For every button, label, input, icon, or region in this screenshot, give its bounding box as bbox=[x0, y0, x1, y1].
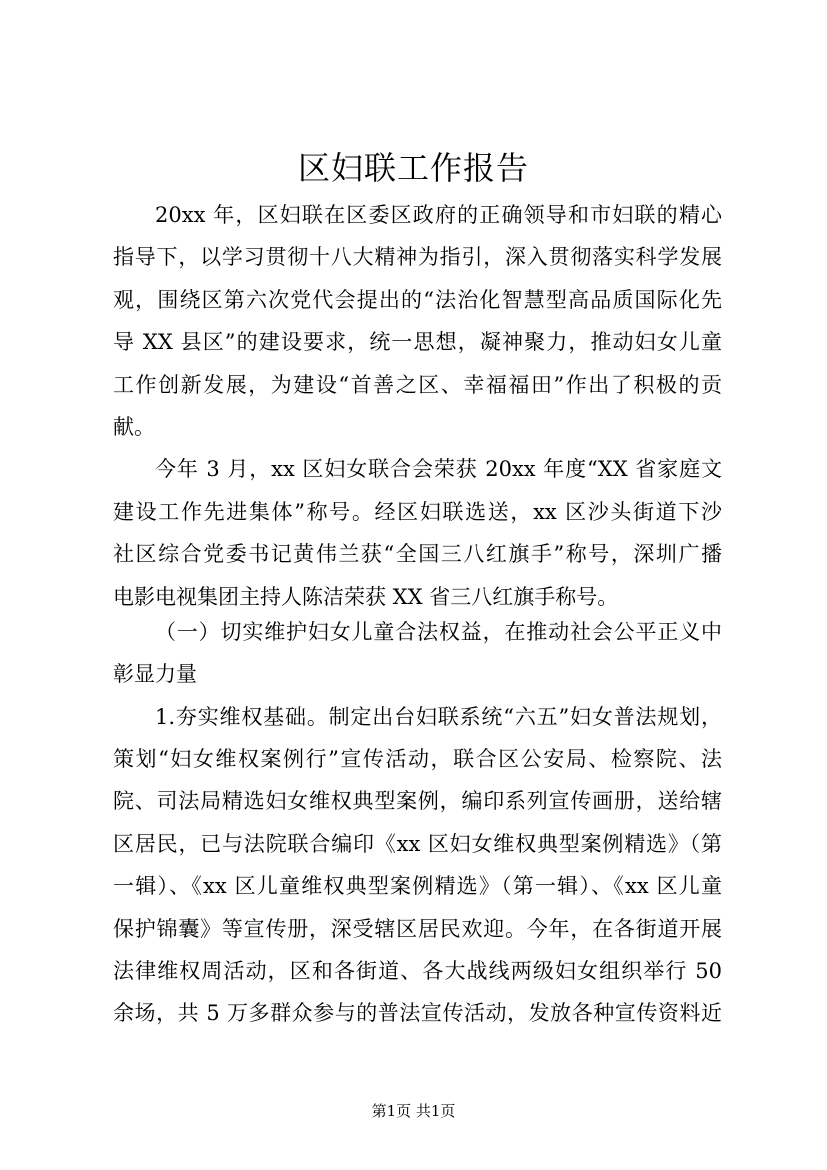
text-line: 工作创新发展，为建设“首善之区、幸福福田”作出了积极的贡 bbox=[113, 372, 722, 397]
text-line: 观，围绕区第六次党代会提出的“法治化智慧型高品质国际化先 bbox=[113, 287, 722, 312]
text-line: 法律维权周活动，区和各街道、各大战线两级妇女组织举行 50 bbox=[113, 959, 722, 984]
text-line: 保护锦囊》等宣传册，深受辖区居民欢迎。今年，在各街道开展 bbox=[113, 916, 722, 941]
text-line: 策划“妇女维权案例行”宣传活动，联合区公安局、检察院、法 bbox=[113, 747, 722, 772]
text-line: 彰显力量 bbox=[113, 662, 197, 687]
document-body bbox=[113, 194, 722, 1035]
text-line: 1.夯实维权基础。制定出台妇联系统“六五”妇女普法规划， bbox=[155, 704, 722, 729]
paragraph bbox=[113, 194, 722, 448]
text-line: 20xx 年，区妇联在区委区政府的正确领导和市妇联的精心 bbox=[155, 203, 722, 227]
text-line: 社区综合党委书记黄伟兰获“全国三八红旗手”称号，深圳广播 bbox=[113, 542, 722, 567]
document-title: 区妇联工作报告 bbox=[297, 149, 529, 187]
text-line: 指导下，以学习贯彻十八大精神为指引，深入贯彻落实科学发展 bbox=[113, 245, 722, 270]
page-number-footer: 第1页 共1页 bbox=[371, 1102, 456, 1120]
text-line: 建设工作先进集体”称号。经区妇联选送，xx 区沙头街道下沙 bbox=[113, 499, 722, 524]
text-line: 余场，共 5 万多群众参与的普法宣传活动，发放各种宣传资料近 bbox=[113, 1001, 722, 1026]
text-line: （一）切实维护妇女儿童合法权益，在推动社会公平正义中 bbox=[155, 619, 722, 644]
text-line: 今年 3 月，xx 区妇女联合会荣获 20xx 年度“XX 省家庭文 bbox=[155, 457, 722, 482]
text-line: 献。 bbox=[113, 414, 155, 439]
paragraph bbox=[113, 448, 722, 618]
text-line: 导 XX 县区”的建设要求，统一思想，凝神聚力，推动妇女儿童 bbox=[113, 330, 722, 355]
paragraph bbox=[113, 696, 722, 1035]
section-heading bbox=[113, 611, 722, 696]
text-line: 一辑）、《xx 区儿童维权典型案例精选》（第一辑）、《xx 区儿童 bbox=[113, 874, 722, 899]
text-line: 电影电视集团主持人陈洁荣获 XX 省三八红旗手称号。 bbox=[113, 584, 619, 609]
text-line: 区居民，已与法院联合编印《xx 区妇女维权典型案例精选》（第 bbox=[113, 831, 722, 856]
text-line: 院、司法局精选妇女维权典型案例，编印系列宣传画册，送给辖 bbox=[113, 789, 722, 814]
